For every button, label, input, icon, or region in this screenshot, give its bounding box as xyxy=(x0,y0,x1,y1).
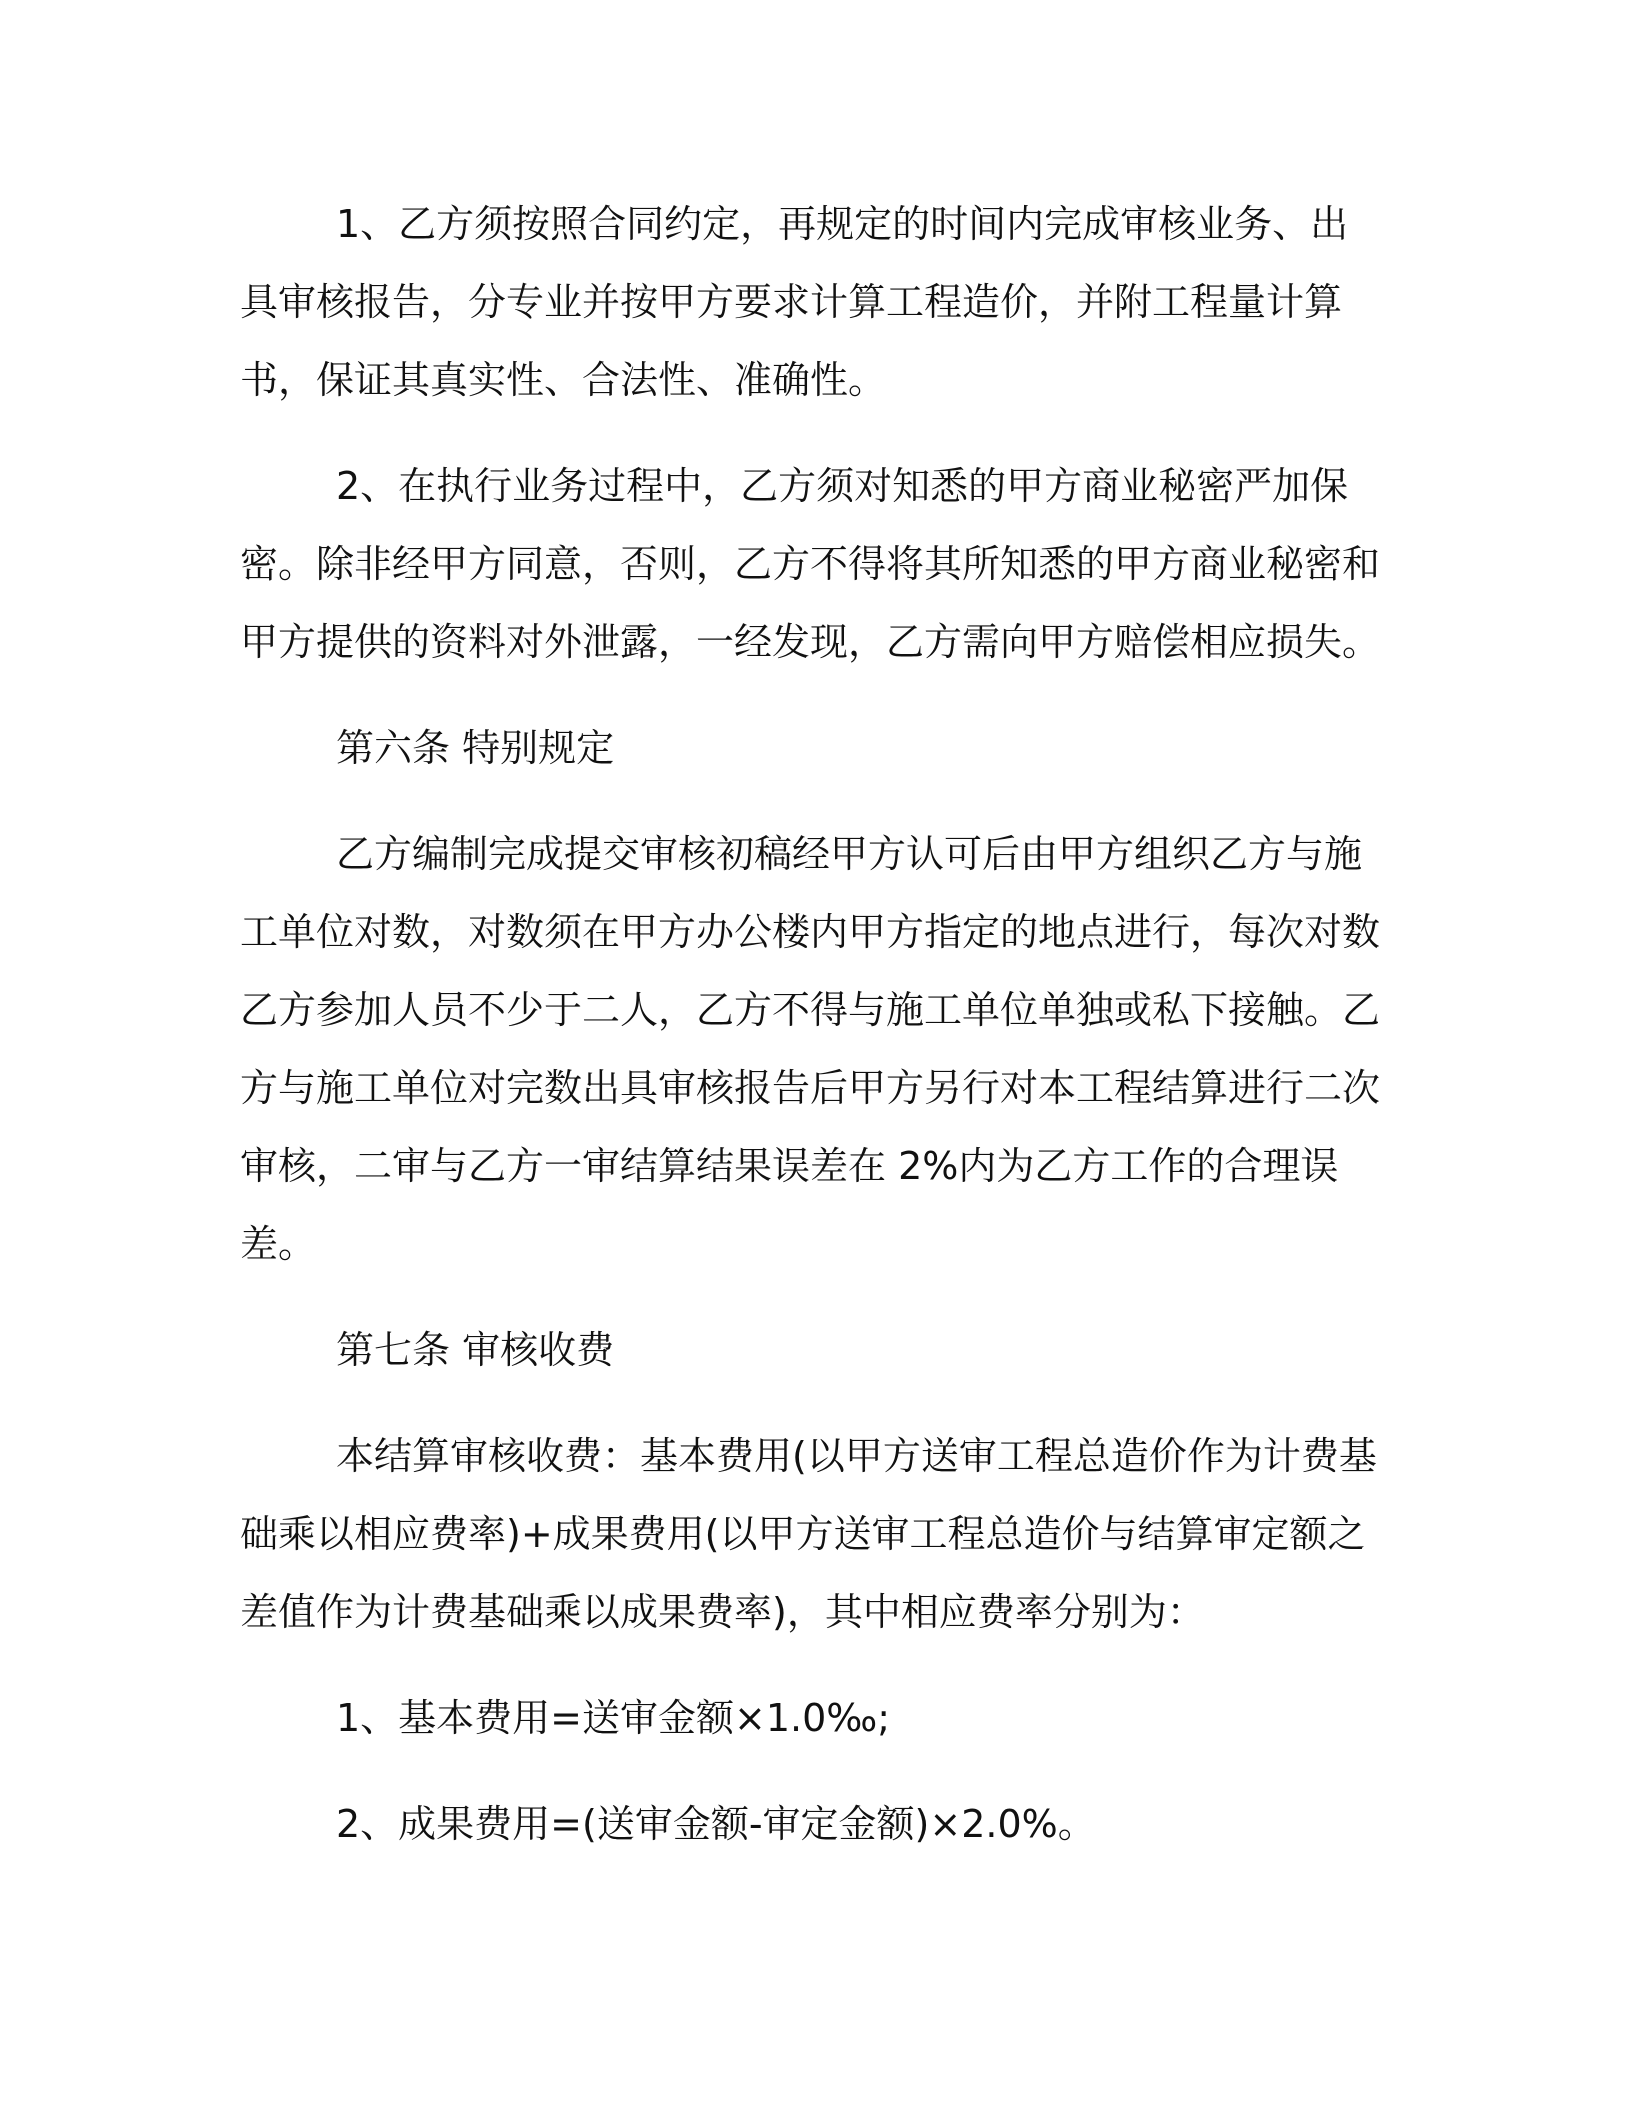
clause-paragraph-2: 2、在执行业务过程中，乙方须对知悉的甲方商业秘密严加保密。除非经甲方同意，否则，乙方不得将其所知悉的甲方商业秘密和甲方提供的资料对外泄露，一经发现，乙方需向甲方赔偿相应损失。 xyxy=(240,464,1381,664)
section-heading-article-7: 第七条 审核收费 xyxy=(336,1328,615,1372)
fee-description-paragraph: 本结算审核收费：基本费用(以甲方送审工程总造价作为计费基础乘以相应费率)+成果费用(以甲方送审工程总造价与结算审定额之差值作为计费基础乘以成果费率)，其中相应费率分别为： xyxy=(240,1434,1377,1634)
basic-fee-formula: 1、基本费用=送审金额×1.0‰; xyxy=(336,1696,891,1740)
result-fee-formula: 2、成果费用=(送审金额-审定金额)×2.0%。 xyxy=(336,1802,1096,1846)
document-body xyxy=(240,185,1380,1863)
section-heading-article-6: 第六条 特别规定 xyxy=(336,726,615,770)
clause-paragraph-1: 1、乙方须按照合同约定，再规定的时间内完成审核业务、出具审核报告，分专业并按甲方要求计算工程造价，并附工程量计算书，保证其真实性、合法性、准确性。 xyxy=(240,202,1349,402)
special-provisions-paragraph: 乙方编制完成提交审核初稿经甲方认可后由甲方组织乙方与施工单位对数，对数须在甲方办公楼内甲方指定的地点进行，每次对数乙方参加人员不少于二人，乙方不得与施工单位单独或私下接触。乙方与施工单位对完数出具审核报告后甲方另行对本工程结算进行二次审核，二审与乙方一审结算结果误差在 2%内为乙方工作的合理误差。 xyxy=(240,832,1381,1266)
